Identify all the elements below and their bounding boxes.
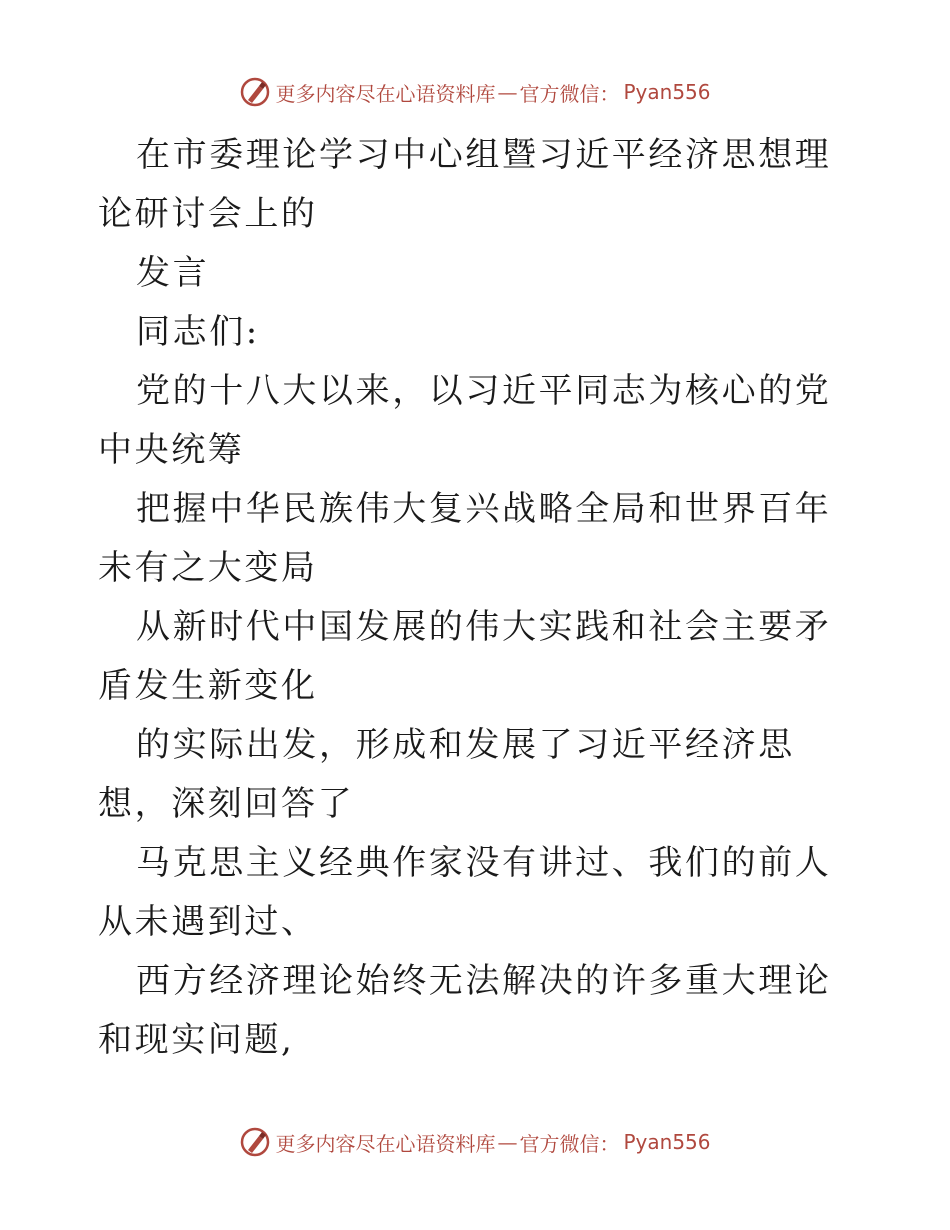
header-watermark-banner <box>0 72 950 112</box>
document-body <box>98 126 858 1070</box>
banner-wechat-label: 官方微信： <box>519 1131 620 1156</box>
paragraph: 在市委理论学习中心组暨习近平经济思想理论研讨会上的 <box>98 135 832 234</box>
banner-separator: — <box>497 1130 518 1154</box>
banner-text: 更多内容尽在心语资料库 <box>275 81 496 106</box>
banner-wechat-id: Pyan556 <box>623 80 711 104</box>
banner-text: 更多内容尽在心语资料库 <box>275 1131 496 1156</box>
banner-wechat-label: 官方微信： <box>519 81 620 106</box>
paragraph: 从新时代中国发展的伟大实践和社会主要矛盾发生新变化 <box>98 607 832 706</box>
paragraph: 同志们: <box>136 312 260 352</box>
pen-logo-icon <box>239 76 271 108</box>
footer-watermark-banner <box>0 1122 950 1162</box>
pen-logo-icon <box>239 1126 271 1158</box>
paragraph: 马克思主义经典作家没有讲过、我们的前人从未遇到过、 <box>98 843 832 942</box>
banner-separator: — <box>497 80 518 104</box>
paragraph: 西方经济理论始终无法解决的许多重大理论和现实问题, <box>98 961 832 1060</box>
paragraph: 发言 <box>136 253 210 293</box>
paragraph: 把握中华民族伟大复兴战略全局和世界百年未有之大变局 <box>98 489 832 588</box>
paragraph: 党的十八大以来，以习近平同志为核心的党中央统筹 <box>98 371 832 470</box>
paragraph: 的实际出发，形成和发展了习近平经济思想，深刻回答了 <box>98 725 795 824</box>
banner-wechat-id: Pyan556 <box>623 1130 711 1154</box>
